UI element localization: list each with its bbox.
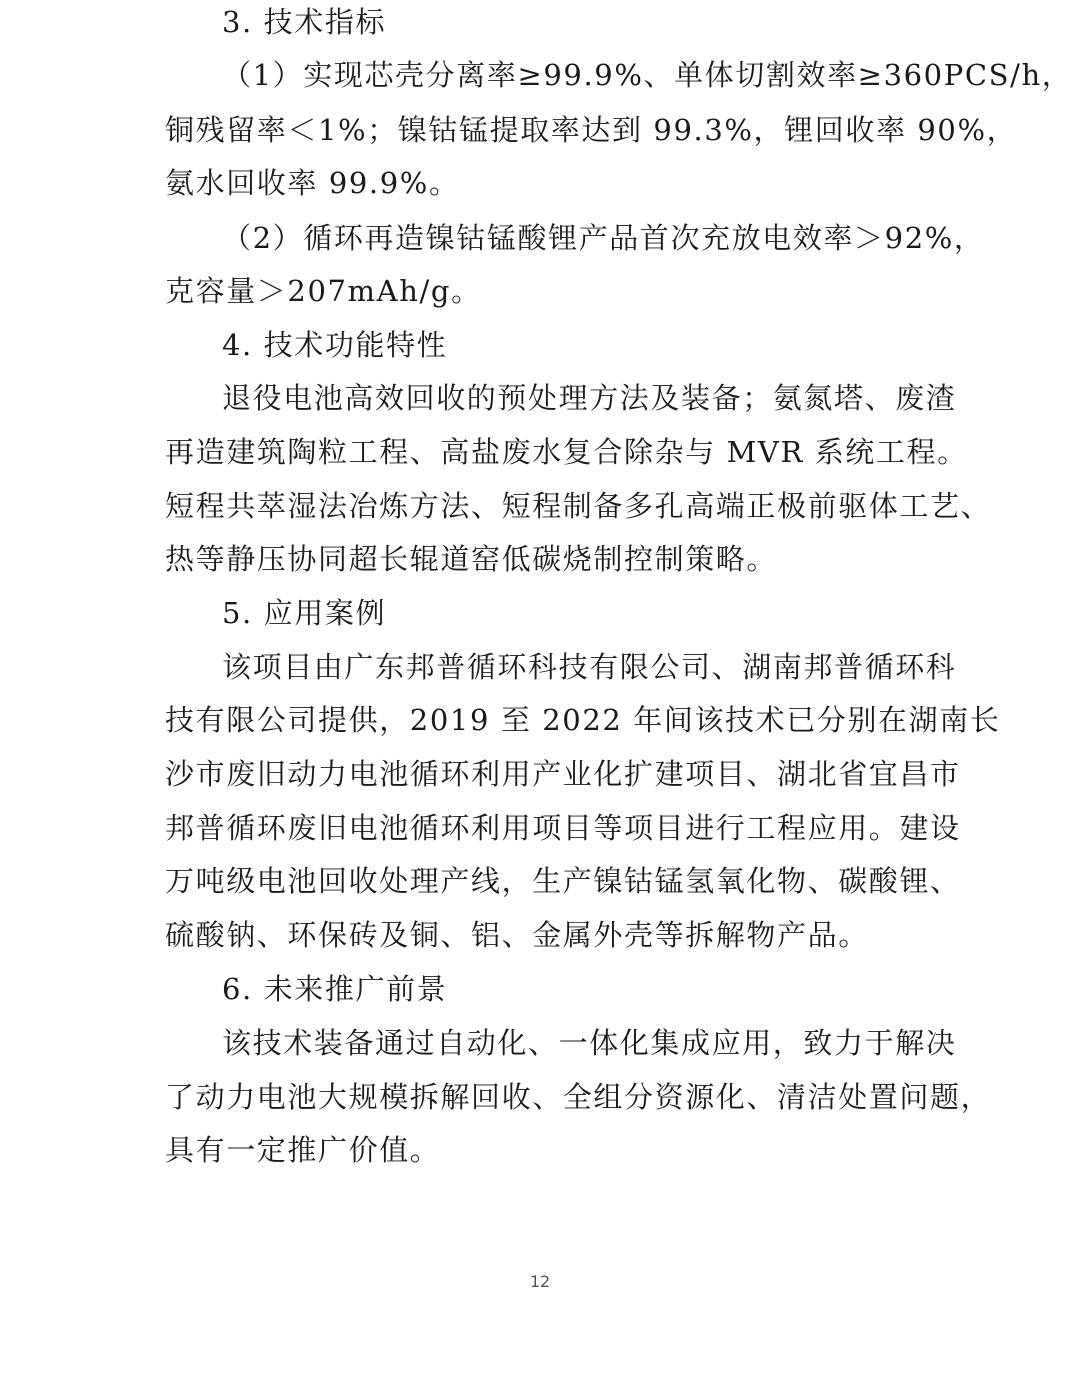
paragraph-line: 退役电池高效回收的预处理方法及装备；氨氮塔、废渣	[222, 381, 957, 415]
paragraph-line: 万吨级电池回收处理产线，生产镍钴锰氢氧化物、碳酸锂、	[165, 864, 961, 898]
paragraph-line: 铜残留率＜1%；镍钴锰提取率达到 99.3%，锂回收率 90%，	[165, 113, 1018, 147]
paragraph-line: 热等静压协同超长辊道窑低碳烧制控制策略。	[165, 542, 778, 576]
paragraph-line: 该技术装备通过自动化、一体化集成应用，致力于解决	[222, 1026, 957, 1060]
section-heading-future-prospects: 6. 未来推广前景	[222, 972, 448, 1006]
paragraph-line: 硫酸钠、环保砖及铜、铝、金属外壳等拆解物产品。	[165, 918, 869, 952]
paragraph-line: 克容量＞207mAh/g。	[165, 274, 482, 308]
paragraph-line: 了动力电池大规模拆解回收、全组分资源化、清洁处置问题，	[165, 1080, 992, 1114]
paragraph-line: 邦普循环废旧电池循环利用项目等项目进行工程应用。建设	[165, 811, 961, 845]
paragraph-line: 技有限公司提供，2019 至 2022 年间该技术已分别在湖南长	[165, 703, 1001, 737]
paragraph-line: 该项目由广东邦普循环科技有限公司、湖南邦普循环科	[222, 650, 957, 684]
section-heading-technical-features: 4. 技术功能特性	[222, 328, 448, 362]
paragraph-line: （1）实现芯壳分离率≥99.9%、单体切割效率≥360PCS/h，	[222, 58, 1073, 92]
page-number: 12	[529, 1272, 551, 1291]
paragraph-line: 沙市废旧动力电池循环利用产业化扩建项目、湖北省宜昌市	[165, 757, 961, 791]
section-heading-application-cases: 5. 应用案例	[222, 596, 387, 630]
paragraph-line: 氨水回收率 99.9%。	[165, 166, 460, 200]
paragraph-line: （2）循环再造镍钴锰酸锂产品首次充放电效率＞92%，	[222, 221, 985, 255]
paragraph-line: 具有一定推广价值。	[165, 1133, 441, 1167]
section-heading-technical-indicators: 3. 技术指标	[222, 5, 387, 39]
paragraph-line: 再造建筑陶粒工程、高盐废水复合除杂与 MVR 系统工程。	[165, 435, 968, 469]
paragraph-line: 短程共萃湿法冶炼方法、短程制备多孔高端正极前驱体工艺、	[165, 489, 992, 523]
